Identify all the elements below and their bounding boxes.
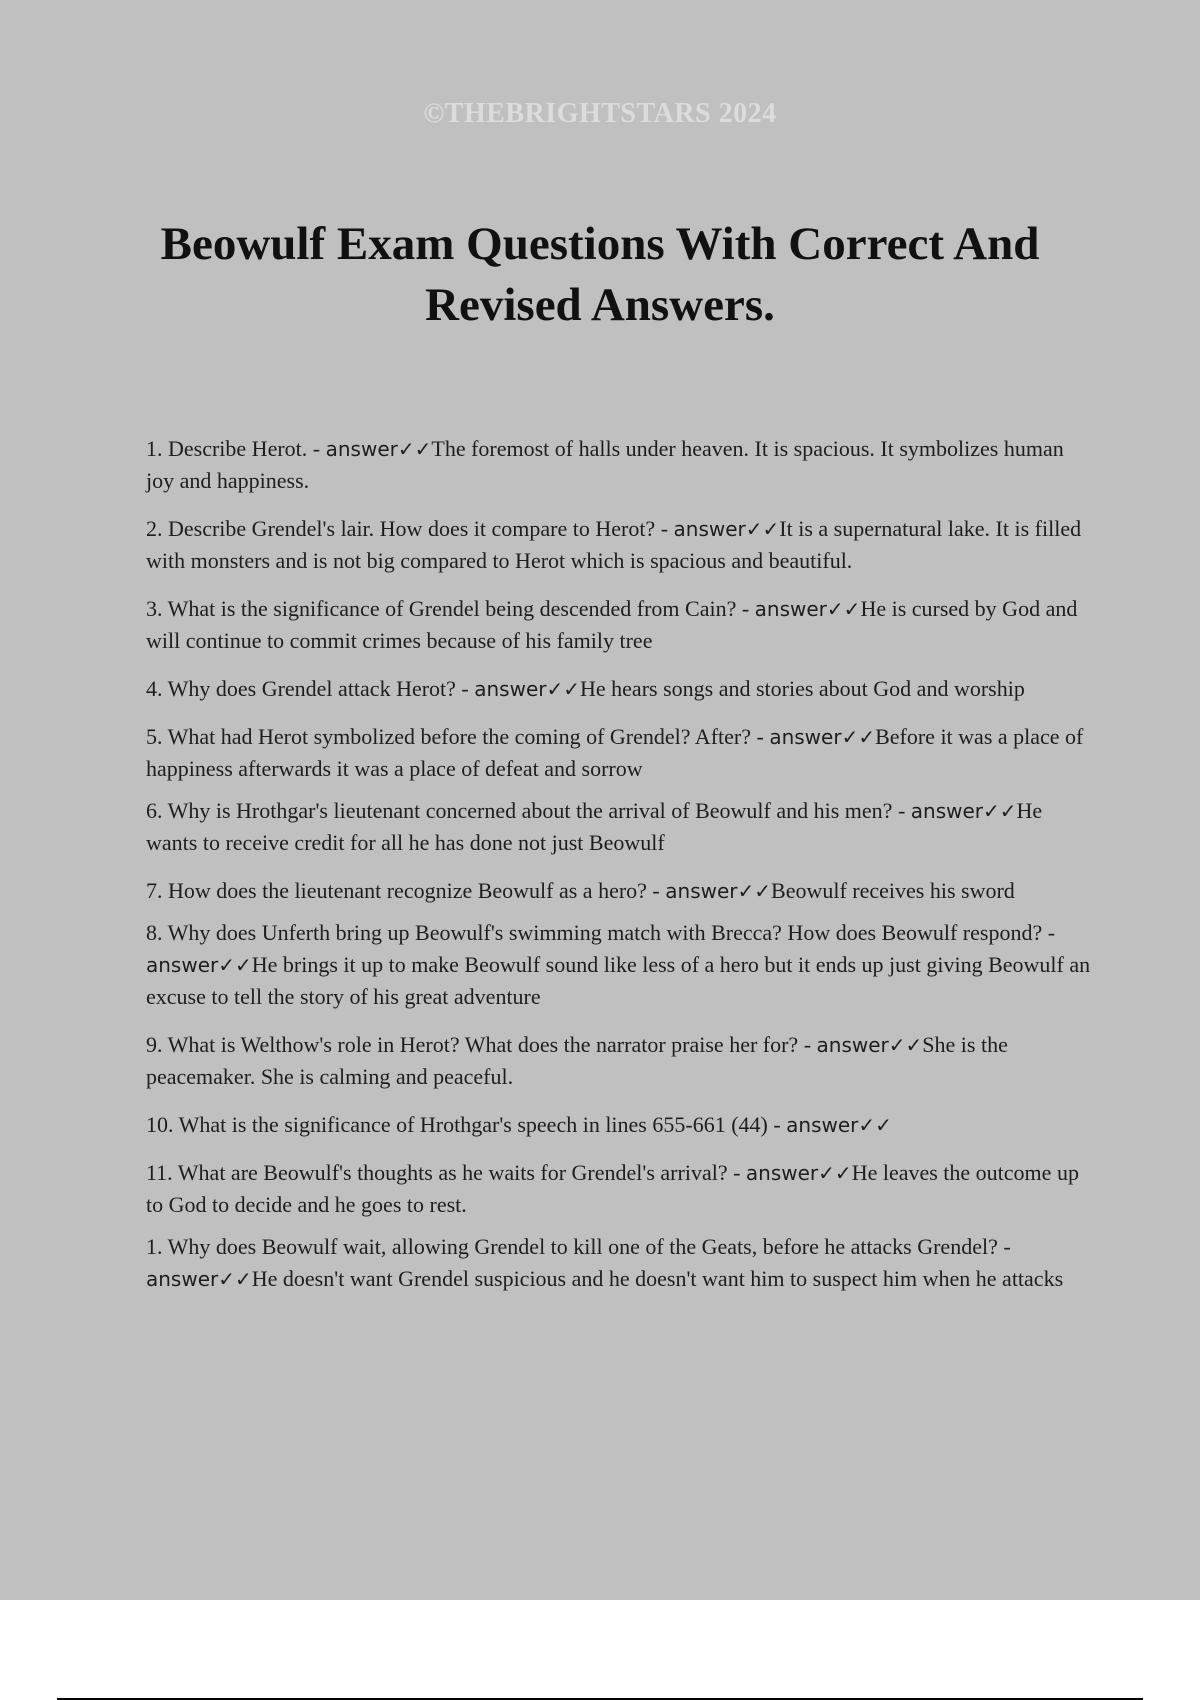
answer-text: It is a supernatural lake. It is filled with monsters and is not big compared to Herot which is spacious and beautiful.	[146, 516, 1082, 573]
question-text: 1. Describe Herot. -	[146, 436, 326, 461]
answer-marker: answer✓✓	[769, 725, 876, 749]
question-item	[146, 721, 1096, 785]
answer-text: He is cursed by God and will continue to commit crimes because of his family tree	[146, 596, 1078, 653]
question-text: 3. What is the significance of Grendel being descended from Cain? -	[146, 596, 755, 621]
question-text: 5. What had Herot symbolized before the coming of Grendel? After? -	[146, 724, 770, 749]
question-text: 7. How does the lieutenant recognize Beowulf as a hero? -	[146, 878, 666, 903]
question-item	[146, 1109, 1096, 1141]
question-item	[146, 1231, 1096, 1295]
answer-text: Before it was a place of happiness afterwards it was a place of defeat and sorrow	[146, 724, 1084, 781]
question-item	[146, 875, 1096, 907]
answer-text: He wants to receive credit for all he has done not just Beowulf	[146, 798, 1043, 855]
question-item	[146, 433, 1096, 497]
question-list	[146, 433, 1096, 1311]
answer-text: The foremost of halls under heaven. It is spacious. It symbolizes human joy and happiness.	[146, 436, 1064, 493]
question-item	[146, 673, 1096, 705]
answer-marker: answer✓✓	[745, 1161, 852, 1185]
answer-marker: answer✓✓	[146, 1267, 252, 1291]
answer-text: He leaves the outcome up to God to decide and he goes to rest.	[146, 1160, 1079, 1217]
page-title: Beowulf Exam Questions With Correct And Revised Answers.	[160, 218, 1040, 331]
answer-text: He brings it up to make Beowulf sound like less of a hero but it ends up just giving Beowulf an excuse to tell the story of his great adventure	[146, 952, 1091, 1009]
answer-marker: answer✓✓	[816, 1033, 923, 1057]
answer-text: Beowulf receives his sword	[771, 878, 1015, 903]
question-item	[146, 917, 1096, 1013]
watermark: ©THEBRIGHTSTARS 2024	[423, 98, 777, 129]
answer-text: He hears songs and stories about God and worship	[580, 676, 1025, 701]
answer-marker: answer✓✓	[665, 879, 772, 903]
answer-marker: answer✓✓	[474, 677, 581, 701]
question-text: 6. Why is Hrothgar's lieutenant concerned about the arrival of Beowulf and his men? -	[146, 798, 911, 823]
answer-marker: answer✓✓	[325, 437, 432, 461]
answer-marker: answer✓✓	[673, 517, 780, 541]
answer-marker: answer✓✓	[910, 799, 1017, 823]
answer-text: He doesn't want Grendel suspicious and he doesn't want him to suspect him when he attacks	[251, 1266, 1064, 1291]
question-text: 10. What is the significance of Hrothgar's speech in lines 655-661 (44) -	[146, 1112, 787, 1137]
question-item	[146, 1029, 1096, 1093]
question-item	[146, 1157, 1096, 1221]
question-item	[146, 795, 1096, 859]
question-item	[146, 513, 1096, 577]
question-text: 1. Why does Beowulf wait, allowing Grendel to kill one of the Geats, before he attacks Grendel? -	[146, 1234, 1011, 1259]
answer-marker: answer✓✓	[786, 1113, 892, 1137]
question-text: 8. Why does Unferth bring up Beowulf's swimming match with Brecca? How does Beowulf respond? -	[146, 920, 1056, 945]
answer-marker: answer✓✓	[754, 597, 861, 621]
question-text: 11. What are Beowulf's thoughts as he waits for Grendel's arrival? -	[146, 1160, 746, 1185]
answer-text: She is the peacemaker. She is calming and peaceful.	[146, 1032, 1008, 1089]
answer-marker: answer✓✓	[146, 953, 252, 977]
question-text: 4. Why does Grendel attack Herot? -	[146, 676, 475, 701]
question-text: 9. What is Welthow's role in Herot? What does the narrator praise her for? -	[146, 1032, 817, 1057]
question-text: 2. Describe Grendel's lair. How does it compare to Herot? -	[146, 516, 674, 541]
question-item	[146, 593, 1096, 657]
